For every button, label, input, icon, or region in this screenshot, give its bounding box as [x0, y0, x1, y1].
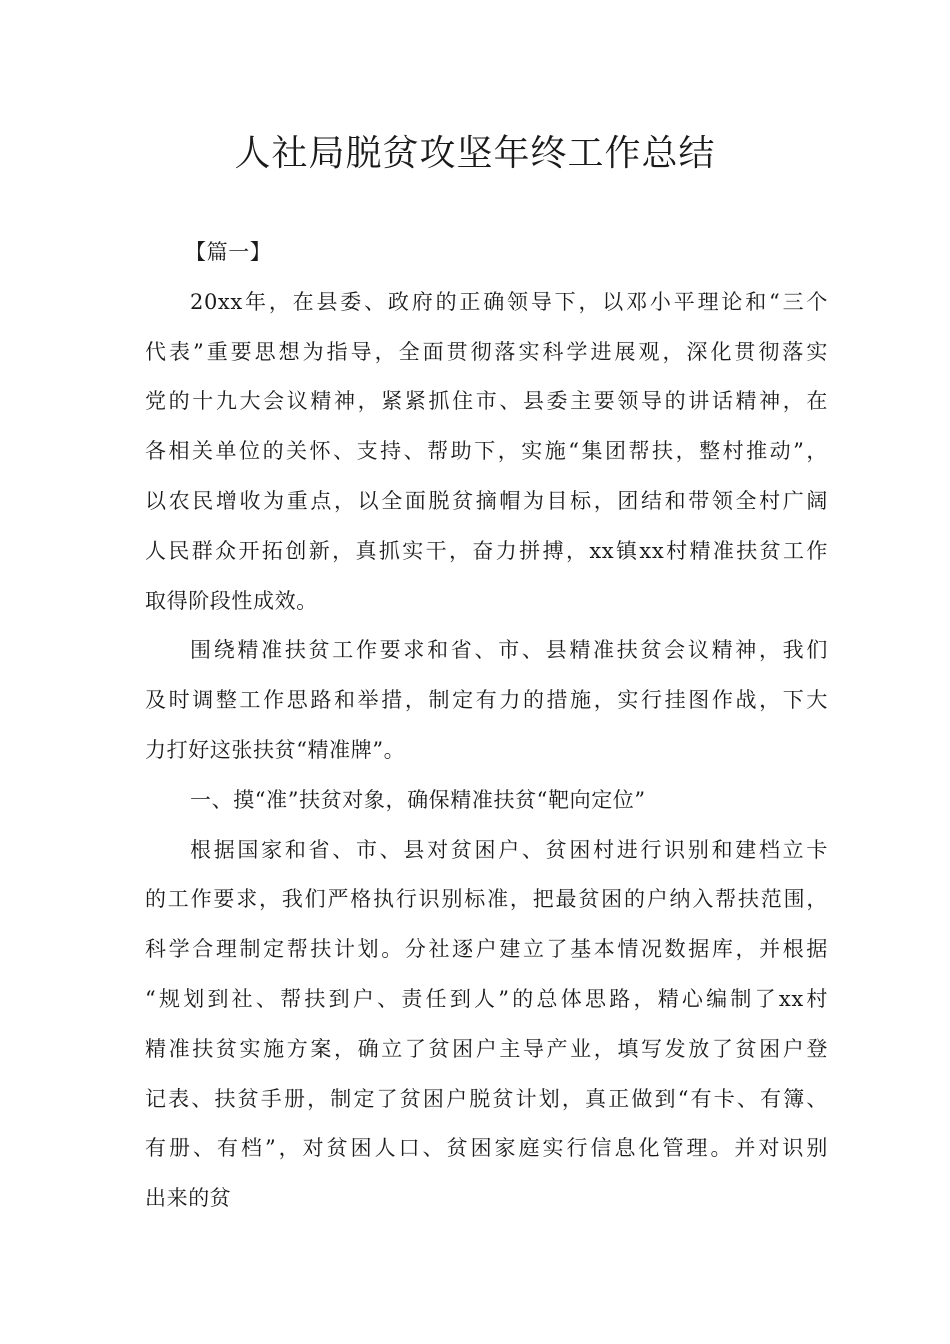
section-label: 【篇一】 — [185, 240, 272, 264]
document-title: 人社局脱贫攻坚年终工作总结 — [234, 133, 716, 174]
paragraph-line: 人民群众开拓创新，真抓实干，奋力拼搏，xx镇xx村精准扶贫工作 — [145, 538, 828, 563]
paragraph-line: 力打好这张扶贫“精准牌”。 — [145, 737, 406, 762]
paragraph-line: 精准扶贫实施方案，确立了贫困户主导产业，填写发放了贫困户登 — [145, 1036, 828, 1061]
paragraph-line: 党的十九大会议精神，紧紧抓住市、县委主要领导的讲话精神，在 — [145, 389, 828, 414]
paragraph-line: “规划到社、帮扶到户、责任到人”的总体思路，精心编制了xx村 — [145, 986, 828, 1011]
paragraph-line: 及时调整工作思路和举措，制定有力的措施，实行挂图作战，下大 — [145, 688, 828, 713]
paragraph-line: 代表”重要思想为指导，全面贯彻落实科学进展观，深化贯彻落实 — [145, 339, 828, 364]
document-body — [145, 228, 835, 1224]
paragraph-line: 围绕精准扶贫工作要求和省、市、县精准扶贫会议精神，我们 — [190, 638, 828, 663]
paragraph-line: 有册、有档”，对贫困人口、贫困家庭实行信息化管理。并对识别 — [145, 1136, 828, 1161]
paragraph-line: 根据国家和省、市、县对贫困户、贫困村进行识别和建档立卡 — [190, 837, 828, 862]
paragraph-line: 科学合理制定帮扶计划。分社逐户建立了基本情况数据库，并根据 — [145, 937, 828, 962]
section-heading: 一、摸“准”扶贫对象，确保精准扶贫“靶向定位” — [190, 787, 646, 812]
paragraph-line: 20xx年，在县委、政府的正确领导下，以邓小平理论和“三个 — [190, 289, 828, 314]
paragraph-line: 以农民增收为重点，以全面脱贫摘帽为目标，团结和带领全村广阔 — [145, 488, 828, 513]
paragraph-line: 出来的贫 — [145, 1186, 232, 1211]
paragraph-line: 各相关单位的关怀、支持、帮助下，实施“集团帮扶，整村推动”， — [145, 439, 828, 464]
paragraph-line: 取得阶段性成效。 — [145, 588, 318, 613]
paragraph-line: 的工作要求，我们严格执行识别标准，把最贫困的户纳入帮扶范围， — [145, 887, 828, 912]
paragraph-line: 记表、扶贫手册，制定了贫困户脱贫计划，真正做到“有卡、有簿、 — [145, 1086, 828, 1111]
